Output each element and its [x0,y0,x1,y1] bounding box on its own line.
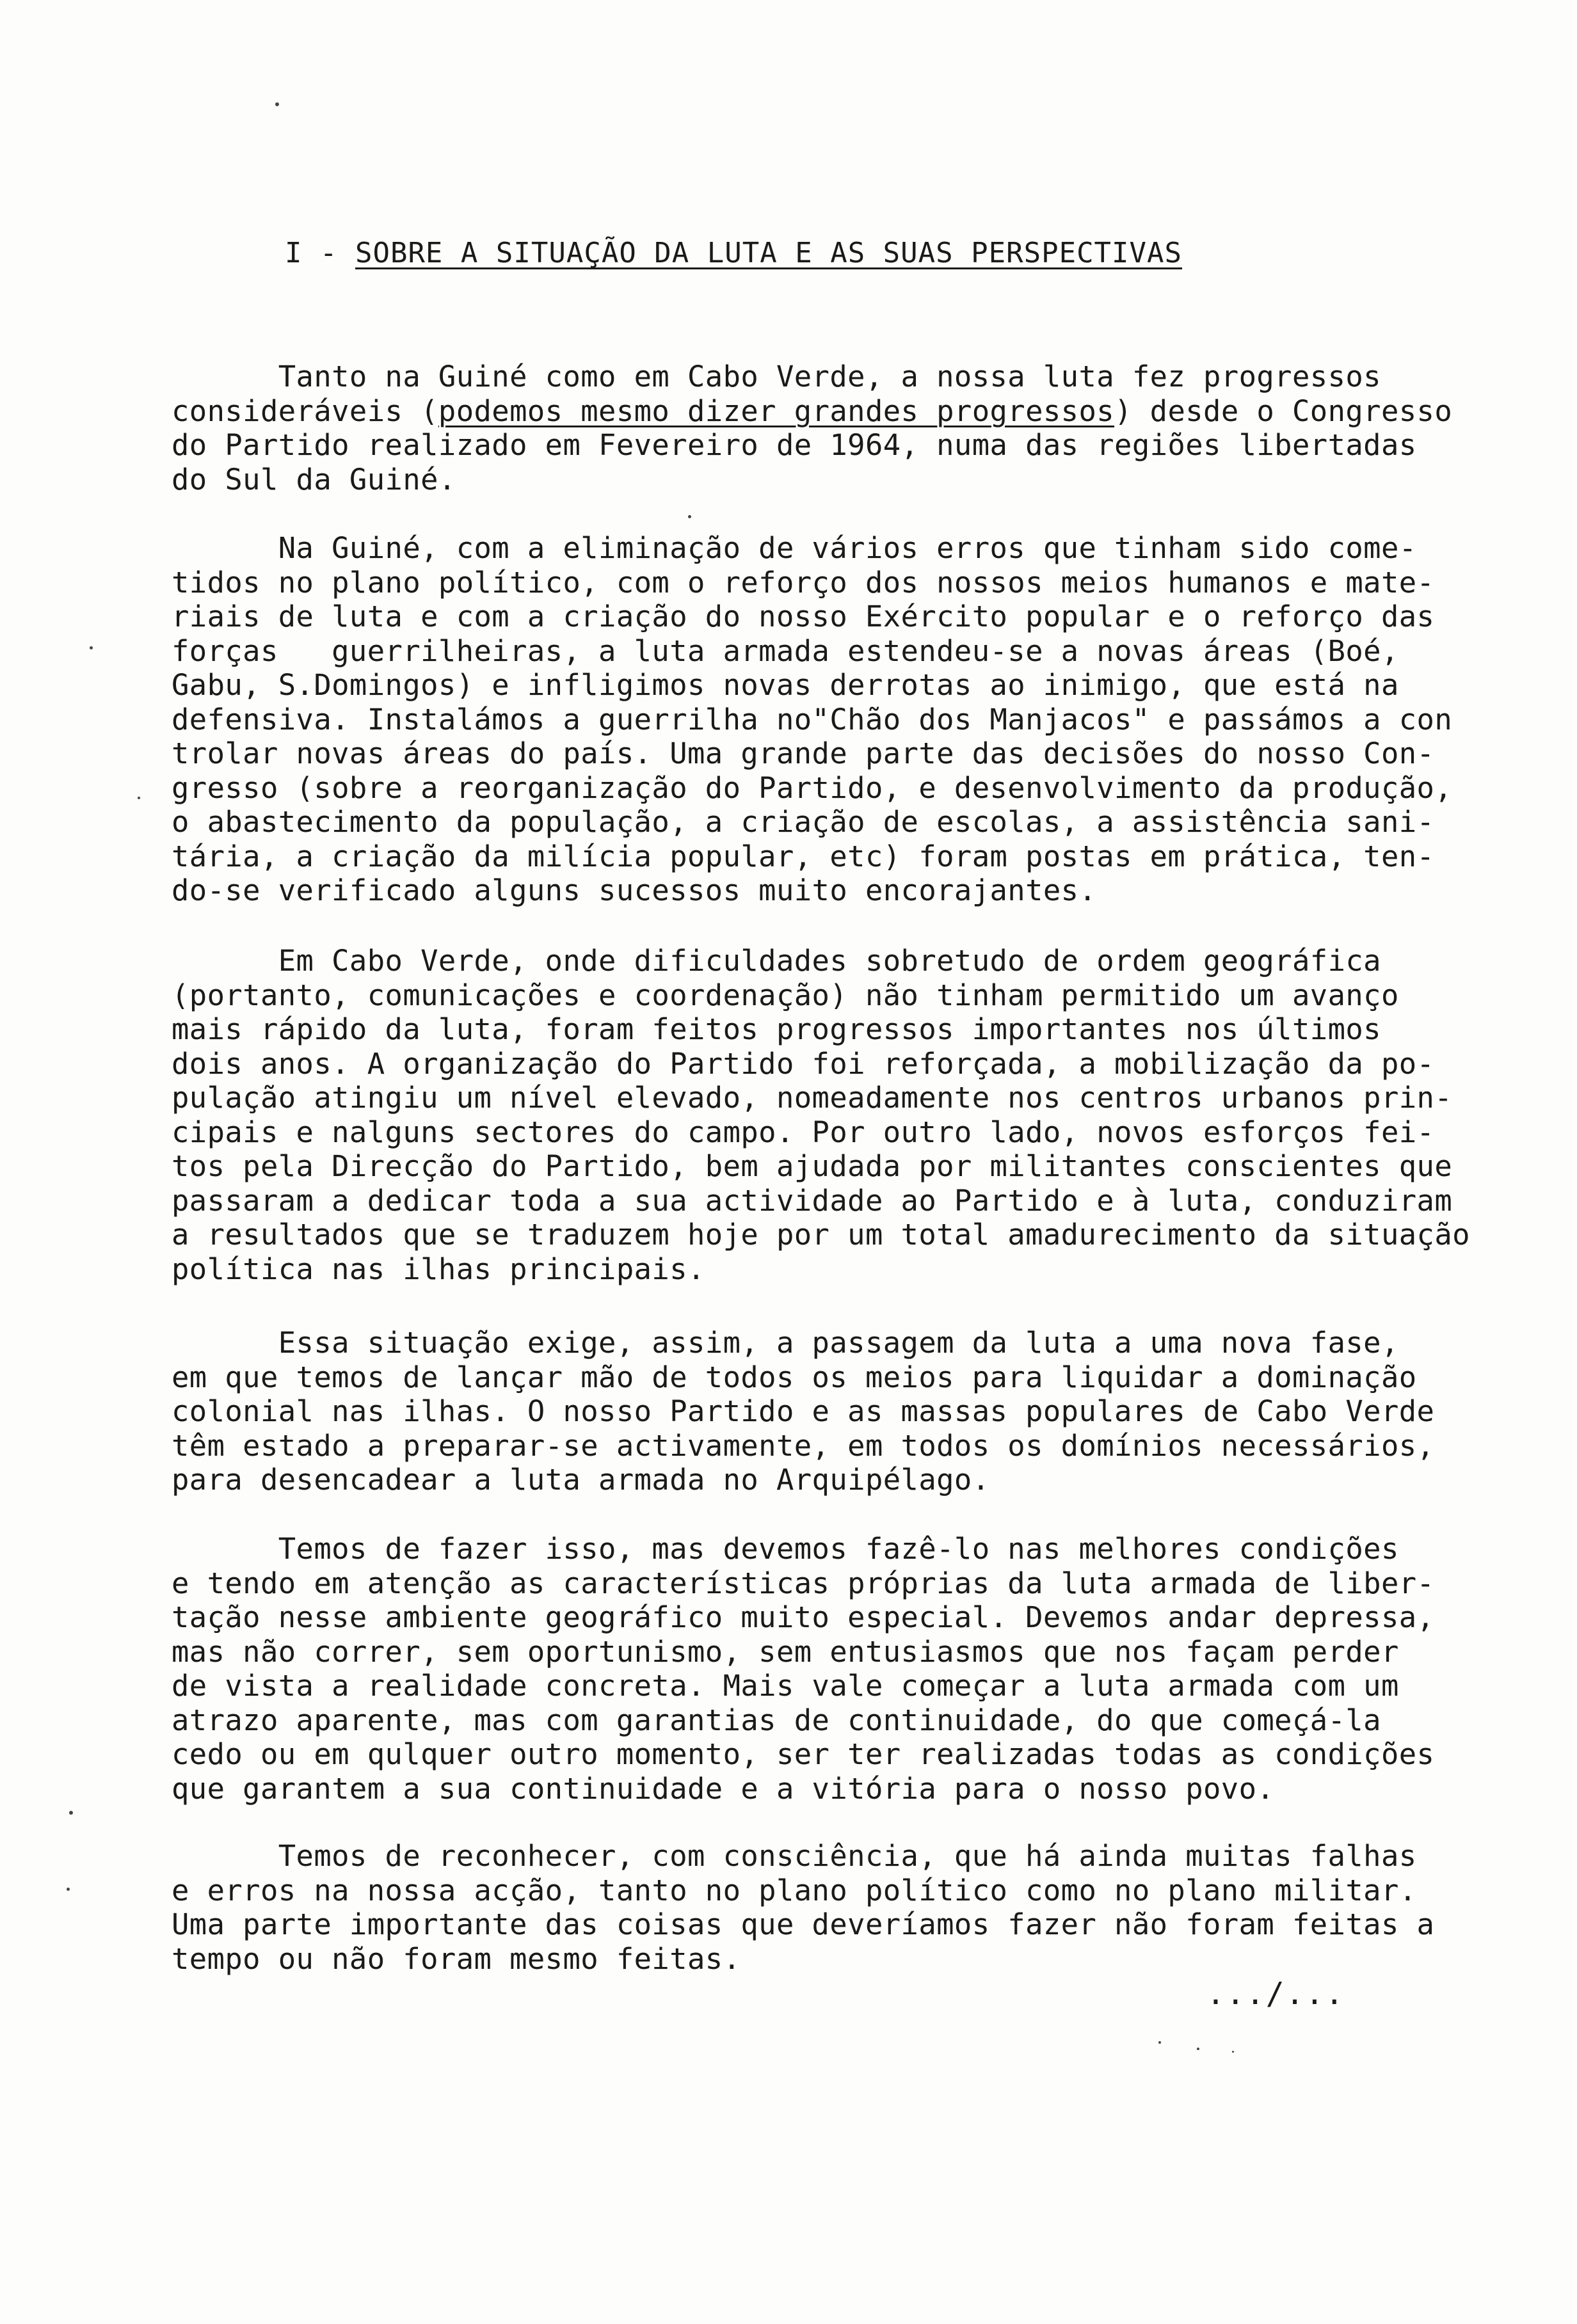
text-line: do Partido realizado em Fevereiro de 1964, numa das regiões libertadas [172,428,1417,462]
text-line: tidos no plano político, com o reforço dos nossos meios humanos e mate- [172,565,1435,600]
text-segment: ) desde o Congresso [1114,394,1453,428]
scan-speck [67,1888,70,1891]
text-line: e erros na nossa acção, tanto no plano político como no plano militar. [172,1873,1417,1907]
text-line: Uma parte importante das coisas que deveríamos fazer não foram feitas a [172,1907,1435,1941]
text-line: de vista a realidade concreta. Mais vale começar a luta armada com um [172,1669,1399,1703]
text-line: forças guerrilheiras, a luta armada estendeu-se a novas áreas (Boé, [172,633,1399,668]
scan-speck [275,102,279,106]
text-line: colonial nas ilhas. O nosso Partido e as massas populares de Cabo Verde [172,1394,1435,1428]
text-line: do Sul da Guiné. [172,462,456,497]
text-line: tária, a criação da milícia popular, etc) foram postas em prática, ten- [172,839,1435,873]
text-line: política nas ilhas principais. [172,1252,705,1286]
text-line: (portanto, comunicações e coordenação) não tinham permitido um avanço [172,978,1399,1012]
paragraph-6 [172,1839,1548,1976]
text-segment: consideráveis ( [172,394,438,428]
heading-title: SOBRE A SITUAÇÃO DA LUTA E AS SUAS PERSPECTIVAS [355,237,1183,269]
scan-speck [688,515,691,518]
scan-speck [1197,2048,1199,2050]
section-heading [285,237,1182,269]
text-line: do-se verificado alguns sucessos muito encorajantes. [172,873,1097,907]
text-line: o abastecimento da população, a criação de escolas, a assistência sani- [172,805,1435,839]
paragraph-4 [172,1326,1548,1497]
text-line: que garantem a sua continuidade e a vitória para o nosso povo. [172,1771,1275,1806]
text-line: riais de luta e com a criação do nosso Exército popular e o reforço das [172,600,1435,633]
text-line: cipais e nalguns sectores do campo. Por outro lado, novos esforços fei- [172,1115,1435,1149]
text-line: em que temos de lançar mão de todos os meios para liquidar a dominação [172,1360,1417,1394]
text-line: tempo ou não foram mesmo feitas. [172,1941,741,1976]
text-line: dois anos. A organização do Partido foi reforçada, a mobilização da po- [172,1046,1435,1081]
text-line: tação nesse ambiente geográfico muito especial. Devemos andar depressa, [172,1600,1435,1634]
text-line: defensiva. Instalámos a guerrilha no"Chão dos Manjacos" e passámos a con [172,702,1453,736]
text-line: Gabu, S.Domingos) e infligimos novas derrotas ao inimigo, que está na [172,668,1399,702]
text-line: para desencadear a luta armada no Arquipélago. [172,1463,990,1497]
text-line: Em Cabo Verde, onde dificuldades sobretudo de ordem geográfica [172,944,1381,978]
text-line: gresso (sobre a reorganização do Partido, e desenvolvimento da produção, [172,770,1453,805]
text-line: cedo ou em qulquer outro momento, ser ter realizadas todas as condições [172,1737,1435,1771]
text-line: trolar novas áreas do país. Uma grande parte das decisões do nosso Con- [172,736,1435,770]
text-line: a resultados que se traduzem hoje por um total amadurecimento da situação [172,1218,1470,1252]
text-line: tos pela Direcção do Partido, bem ajudada por militantes conscientes que [172,1149,1453,1183]
text-line: Tanto na Guiné como em Cabo Verde, a nossa luta fez progressos [172,360,1381,394]
scan-speck [1158,2041,1161,2044]
text-line: têm estado a preparar-se activamente, em todos os domínios necessários, [172,1428,1435,1463]
paragraph-3 [172,944,1548,1286]
text-line: pulação atingiu um nível elevado, nomeadamente nos centros urbanos prin- [172,1081,1453,1115]
text-line [172,394,1548,429]
text-line: Essa situação exige, assim, a passagem da luta a uma nova fase, [172,1326,1399,1360]
paragraph-1 [172,360,1548,497]
text-line: e tendo em atenção as características próprias da luta armada de liber- [172,1566,1435,1600]
text-line: atrazo aparente, mas com garantias de continuidade, do que começá-la [172,1703,1381,1737]
scan-speck [90,646,93,649]
text-line: Temos de fazer isso, mas devemos fazê-lo nas melhores condições [172,1532,1399,1566]
text-line: mas não correr, sem oportunismo, sem entusiasmos que nos façam perder [172,1634,1399,1669]
scan-speck [69,1811,73,1815]
scan-speck [1232,2051,1234,2053]
underlined-phrase: podemos mesmo dizer grandes progressos [438,394,1115,428]
heading-number: I - [285,237,355,269]
text-line: Na Guiné, com a eliminação de vários erros que tinham sido come- [172,531,1417,565]
paragraph-5 [172,1532,1548,1806]
paragraph-2 [172,531,1548,908]
text-line: mais rápido da luta, foram feitos progressos importantes nos últimos [172,1012,1381,1046]
text-line: passaram a dedicar toda a sua actividade ao Partido e à luta, conduziram [172,1183,1453,1218]
continuation-mark: .../... [1206,1976,1345,2012]
text-line: Temos de reconhecer, com consciência, que há ainda muitas falhas [172,1839,1417,1873]
scan-speck [138,797,140,799]
